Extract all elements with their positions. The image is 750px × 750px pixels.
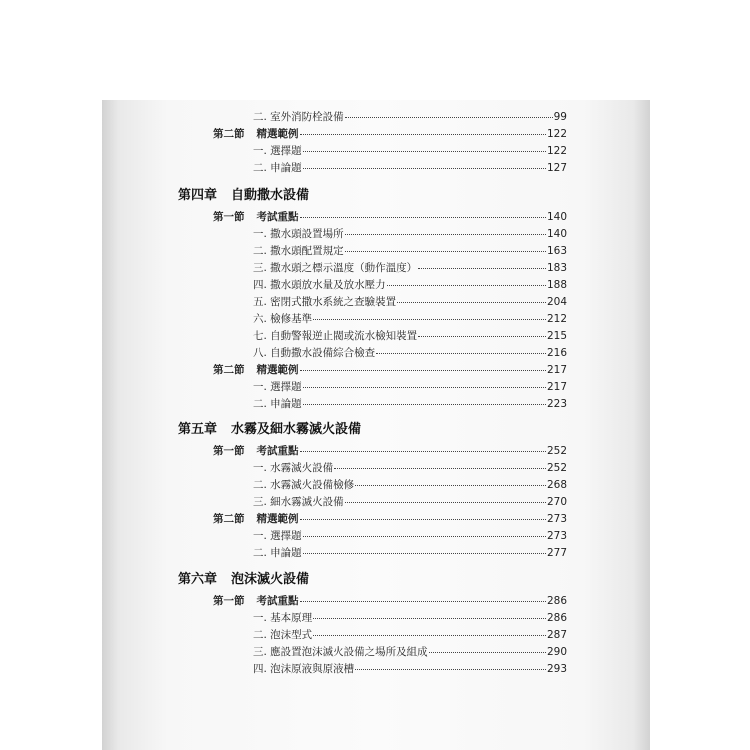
subsection-label: 二. 水霧滅火設備檢修 xyxy=(253,479,355,491)
page-number: 140 xyxy=(546,211,567,223)
section-label xyxy=(213,127,299,141)
dot-leader xyxy=(418,267,546,269)
section-entry[interactable] xyxy=(213,512,567,526)
dot-leader xyxy=(397,301,546,303)
subsection-label: 八. 自動撒水設備綜合檢查 xyxy=(253,347,376,359)
section-number: 第一節 xyxy=(213,211,245,223)
section-number: 第二節 xyxy=(213,128,245,140)
dot-leader xyxy=(300,600,546,602)
subsection-label: 三. 撒水頭之標示溫度（動作溫度） xyxy=(253,262,418,274)
page-number: 252 xyxy=(546,445,567,457)
subsection-entry[interactable] xyxy=(253,628,567,642)
section-entry[interactable] xyxy=(213,363,567,377)
page-number: 127 xyxy=(546,162,567,174)
page-number: 212 xyxy=(546,313,567,325)
section-entry[interactable] xyxy=(213,210,567,224)
dot-leader xyxy=(303,403,546,405)
section-number: 第一節 xyxy=(213,595,245,607)
dot-leader xyxy=(303,150,546,152)
section-label xyxy=(213,444,299,458)
dot-leader xyxy=(313,318,546,320)
page-number: 290 xyxy=(546,646,567,658)
dot-leader xyxy=(300,369,546,371)
chapter-heading xyxy=(178,568,309,587)
page-number: 216 xyxy=(546,347,567,359)
page-number: 277 xyxy=(546,547,567,559)
dot-leader xyxy=(300,133,546,135)
dot-leader xyxy=(303,386,546,388)
section-label xyxy=(213,512,299,526)
subsection-label: 二. 申論題 xyxy=(253,162,302,174)
subsection-label: 一. 撒水頭設置場所 xyxy=(253,228,344,240)
subsection-entry[interactable] xyxy=(253,346,567,360)
dot-leader xyxy=(303,167,546,169)
page-number: 273 xyxy=(546,530,567,542)
dot-leader xyxy=(355,668,546,670)
subsection-entry[interactable] xyxy=(253,144,567,158)
dot-leader xyxy=(355,484,546,486)
page-number: 215 xyxy=(546,330,567,342)
section-title: 精選範例 xyxy=(256,128,299,140)
subsection-entry[interactable] xyxy=(253,329,567,343)
section-title: 考試重點 xyxy=(256,595,299,607)
subsection-label: 二. 申論題 xyxy=(253,547,302,559)
dot-leader xyxy=(376,352,546,354)
page-number: 287 xyxy=(546,629,567,641)
subsection-label: 四. 泡沫原液與原液槽 xyxy=(253,663,355,675)
dot-leader xyxy=(345,250,546,252)
dot-leader xyxy=(387,284,546,286)
dot-leader xyxy=(313,634,546,636)
subsection-entry[interactable] xyxy=(253,278,567,292)
dot-leader xyxy=(418,335,546,337)
dot-leader xyxy=(300,518,546,520)
section-entry[interactable] xyxy=(213,127,567,141)
page-number: 122 xyxy=(546,145,567,157)
subsection-label: 一. 基本原理 xyxy=(253,612,313,624)
subsection-label: 四. 撒水頭放水量及放水壓力 xyxy=(253,279,386,291)
chapter-title: 水霧及細水霧滅火設備 xyxy=(231,422,362,437)
subsection-label: 七. 自動警報逆止閥或流水檢知裝置 xyxy=(253,330,418,342)
page-number: 273 xyxy=(546,513,567,525)
page-number: 99 xyxy=(553,111,567,123)
section-title: 精選範例 xyxy=(256,513,299,525)
page-number: 183 xyxy=(546,262,567,274)
page-number: 217 xyxy=(546,381,567,393)
chapter-heading xyxy=(178,184,309,203)
dot-leader xyxy=(429,651,546,653)
subsection-entry[interactable] xyxy=(253,529,567,543)
page-number: 270 xyxy=(546,496,567,508)
page-number: 293 xyxy=(546,663,567,675)
dot-leader xyxy=(300,450,546,452)
subsection-label: 三. 細水霧滅火設備 xyxy=(253,496,344,508)
section-number: 第一節 xyxy=(213,445,245,457)
subsection-label: 一. 選擇題 xyxy=(253,145,302,157)
section-number: 第二節 xyxy=(213,364,245,376)
subsection-entry[interactable] xyxy=(253,611,567,625)
dot-leader xyxy=(345,501,546,503)
page-number: 217 xyxy=(546,364,567,376)
page-number: 252 xyxy=(546,462,567,474)
subsection-label: 一. 水霧滅火設備 xyxy=(253,462,334,474)
subsection-label: 六. 檢修基準 xyxy=(253,313,313,325)
chapter-number: 第五章 xyxy=(178,422,218,437)
subsection-entry[interactable] xyxy=(253,478,567,492)
chapter-heading xyxy=(178,418,361,437)
dot-leader xyxy=(303,552,546,554)
subsection-label: 二. 室外消防栓設備 xyxy=(253,111,344,123)
chapter-number: 第四章 xyxy=(178,188,218,203)
page-number: 286 xyxy=(546,595,567,607)
subsection-entry[interactable] xyxy=(253,380,567,394)
subsection-label: 五. 密閉式撒水系統之查驗裝置 xyxy=(253,296,397,308)
section-entry[interactable] xyxy=(213,594,567,608)
subsection-label: 三. 應設置泡沫滅火設備之場所及組成 xyxy=(253,646,428,658)
dot-leader xyxy=(345,233,546,235)
section-number: 第二節 xyxy=(213,513,245,525)
page-number: 122 xyxy=(546,128,567,140)
page-number: 204 xyxy=(546,296,567,308)
dot-leader xyxy=(334,467,546,469)
page-number: 268 xyxy=(546,479,567,491)
subsection-label: 一. 選擇題 xyxy=(253,530,302,542)
dot-leader xyxy=(313,617,546,619)
subsection-entry[interactable] xyxy=(253,161,567,175)
page-number: 188 xyxy=(546,279,567,291)
subsection-entry[interactable] xyxy=(253,261,567,275)
subsection-entry[interactable] xyxy=(253,295,567,309)
chapter-number: 第六章 xyxy=(178,572,218,587)
dot-leader xyxy=(303,535,546,537)
subsection-entry[interactable] xyxy=(253,227,567,241)
subsection-label: 一. 選擇題 xyxy=(253,381,302,393)
subsection-entry[interactable] xyxy=(253,546,567,560)
subsection-entry[interactable] xyxy=(253,312,567,326)
page-number: 223 xyxy=(546,398,567,410)
subsection-label: 二. 申論題 xyxy=(253,398,302,410)
dot-leader xyxy=(345,116,553,118)
page-number: 286 xyxy=(546,612,567,624)
subsection-entry[interactable] xyxy=(253,110,567,124)
subsection-entry[interactable] xyxy=(253,244,567,258)
chapter-title: 泡沫滅火設備 xyxy=(231,572,310,587)
subsection-entry[interactable] xyxy=(253,397,567,411)
section-label xyxy=(213,594,299,608)
subsection-entry[interactable] xyxy=(253,662,567,676)
subsection-entry[interactable] xyxy=(253,495,567,509)
subsection-entry[interactable] xyxy=(253,645,567,659)
section-title: 考試重點 xyxy=(256,211,299,223)
subsection-label: 二. 撒水頭配置規定 xyxy=(253,245,344,257)
page-number: 140 xyxy=(546,228,567,240)
section-title: 考試重點 xyxy=(256,445,299,457)
section-title: 精選範例 xyxy=(256,364,299,376)
dot-leader xyxy=(300,216,546,218)
chapter-title: 自動撒水設備 xyxy=(231,188,310,203)
page-number: 163 xyxy=(546,245,567,257)
section-label xyxy=(213,363,299,377)
section-entry[interactable] xyxy=(213,444,567,458)
section-label xyxy=(213,210,299,224)
subsection-entry[interactable] xyxy=(253,461,567,475)
subsection-label: 二. 泡沫型式 xyxy=(253,629,313,641)
